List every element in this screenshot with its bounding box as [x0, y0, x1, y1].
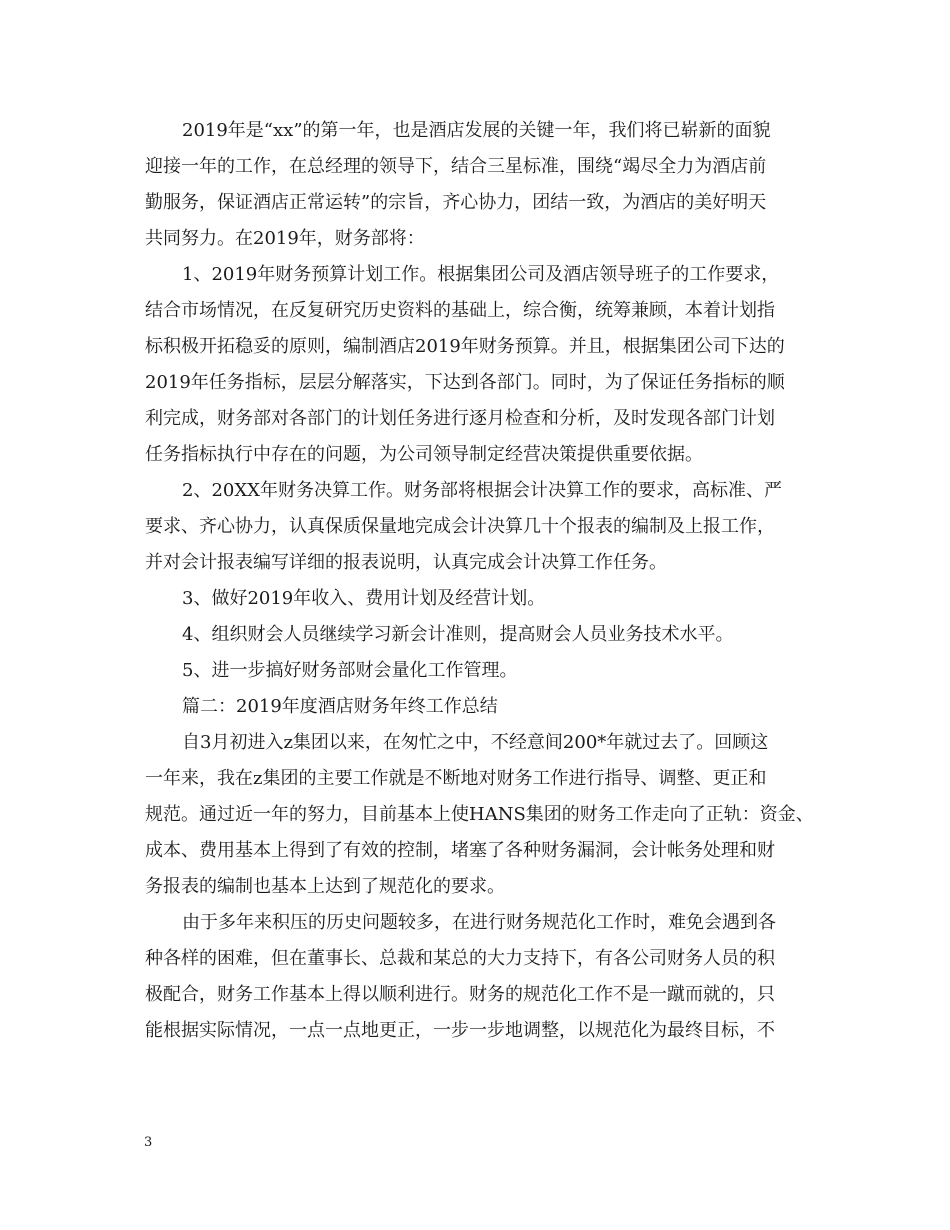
paragraph-line: 结合市场情况，在反复研究历史资料的基础上，综合衡，统筹兼顾，本着计划指 [145, 300, 775, 321]
paragraph-line: 务报表的编制也基本上达到了规范化的要求。 [145, 876, 505, 897]
paragraph-line: 利完成，财务部对各部门的计划任务进行逐月检查和分析，及时发现各部门计划 [145, 408, 775, 429]
paragraph-line: 一年来，我在z集团的主要工作就是不断地对财务工作进行指导、调整、更正和 [145, 768, 767, 789]
section-heading: 篇二：2019年度酒店财务年终工作总结 [182, 696, 498, 717]
paragraph-line: 勤服务，保证酒店正常运转”的宗旨，齐心协力，团结一致，为酒店的美好明天 [145, 192, 767, 213]
paragraph-line: 任务指标执行中存在的问题，为公司领导制定经营决策提供重要依据。 [145, 444, 703, 465]
paragraph-line: 迎接一年的工作，在总经理的领导下，结合三星标准，围绕“竭尽全力为酒店前 [145, 156, 767, 177]
paragraph-line: 3、做好2019年收入、费用计划及经营计划。 [182, 588, 546, 609]
paragraph-line: 自3月初进入z集团以来，在匆忙之中，不经意间200*年就过去了。回顾这 [182, 732, 769, 753]
paragraph-line: 极配合，财务工作基本上得以顺利进行。财务的规范化工作不是一蹴而就的，只 [145, 984, 775, 1005]
paragraph-line: 由于多年来积压的历史问题较多，在进行财务规范化工作时，难免会遇到各 [182, 912, 776, 933]
paragraph-line: 要求、齐心协力，认真保质保量地完成会计决算几十个报表的编制及上报工作， [145, 516, 775, 537]
page-number: 3 [144, 1135, 153, 1150]
paragraph-line: 2019年任务指标，层层分解落实，下达到各部门。同时，为了保证任务指标的顺 [145, 372, 785, 393]
paragraph-line: 规范。通过近一年的努力，目前基本上使HANS集团的财务工作走向了正轨：资金、 [145, 804, 814, 825]
paragraph-line: 并对会计报表编写详细的报表说明，认真完成会计决算工作任务。 [145, 552, 667, 573]
paragraph-line: 种各样的困难，但在董事长、总裁和某总的大力支持下，有各公司财务人员的积 [145, 948, 775, 969]
paragraph-line: 共同努力。在2019年，财务部将： [145, 228, 425, 249]
paragraph-line: 5、进一步搞好财务部财会量化工作管理。 [182, 660, 518, 681]
paragraph-line: 能根据实际情况，一点一点地更正，一步一步地调整，以规范化为最终目标，不 [145, 1020, 775, 1041]
paragraph-line: 1、2019年财务预算计划工作。根据集团公司及酒店领导班子的工作要求， [182, 264, 780, 285]
paragraph-line: 2、20XX年财务决算工作。财务部将根据会计决算工作的要求，高标准、严 [182, 480, 782, 501]
paragraph-line: 标积极开拓稳妥的原则，编制酒店2019年财务预算。并且，根据集团公司下达的 [145, 336, 785, 357]
paragraph-line: 2019年是“xx”的第一年，也是酒店发展的关键一年，我们将已崭新的面貌 [182, 120, 771, 141]
paragraph-line: 4、组织财会人员继续学习新会计准则，提高财会人员业务技术水平。 [182, 624, 734, 645]
paragraph-line: 成本、费用基本上得到了有效的控制，堵塞了各种财务漏洞，会计帐务处理和财 [145, 840, 775, 861]
